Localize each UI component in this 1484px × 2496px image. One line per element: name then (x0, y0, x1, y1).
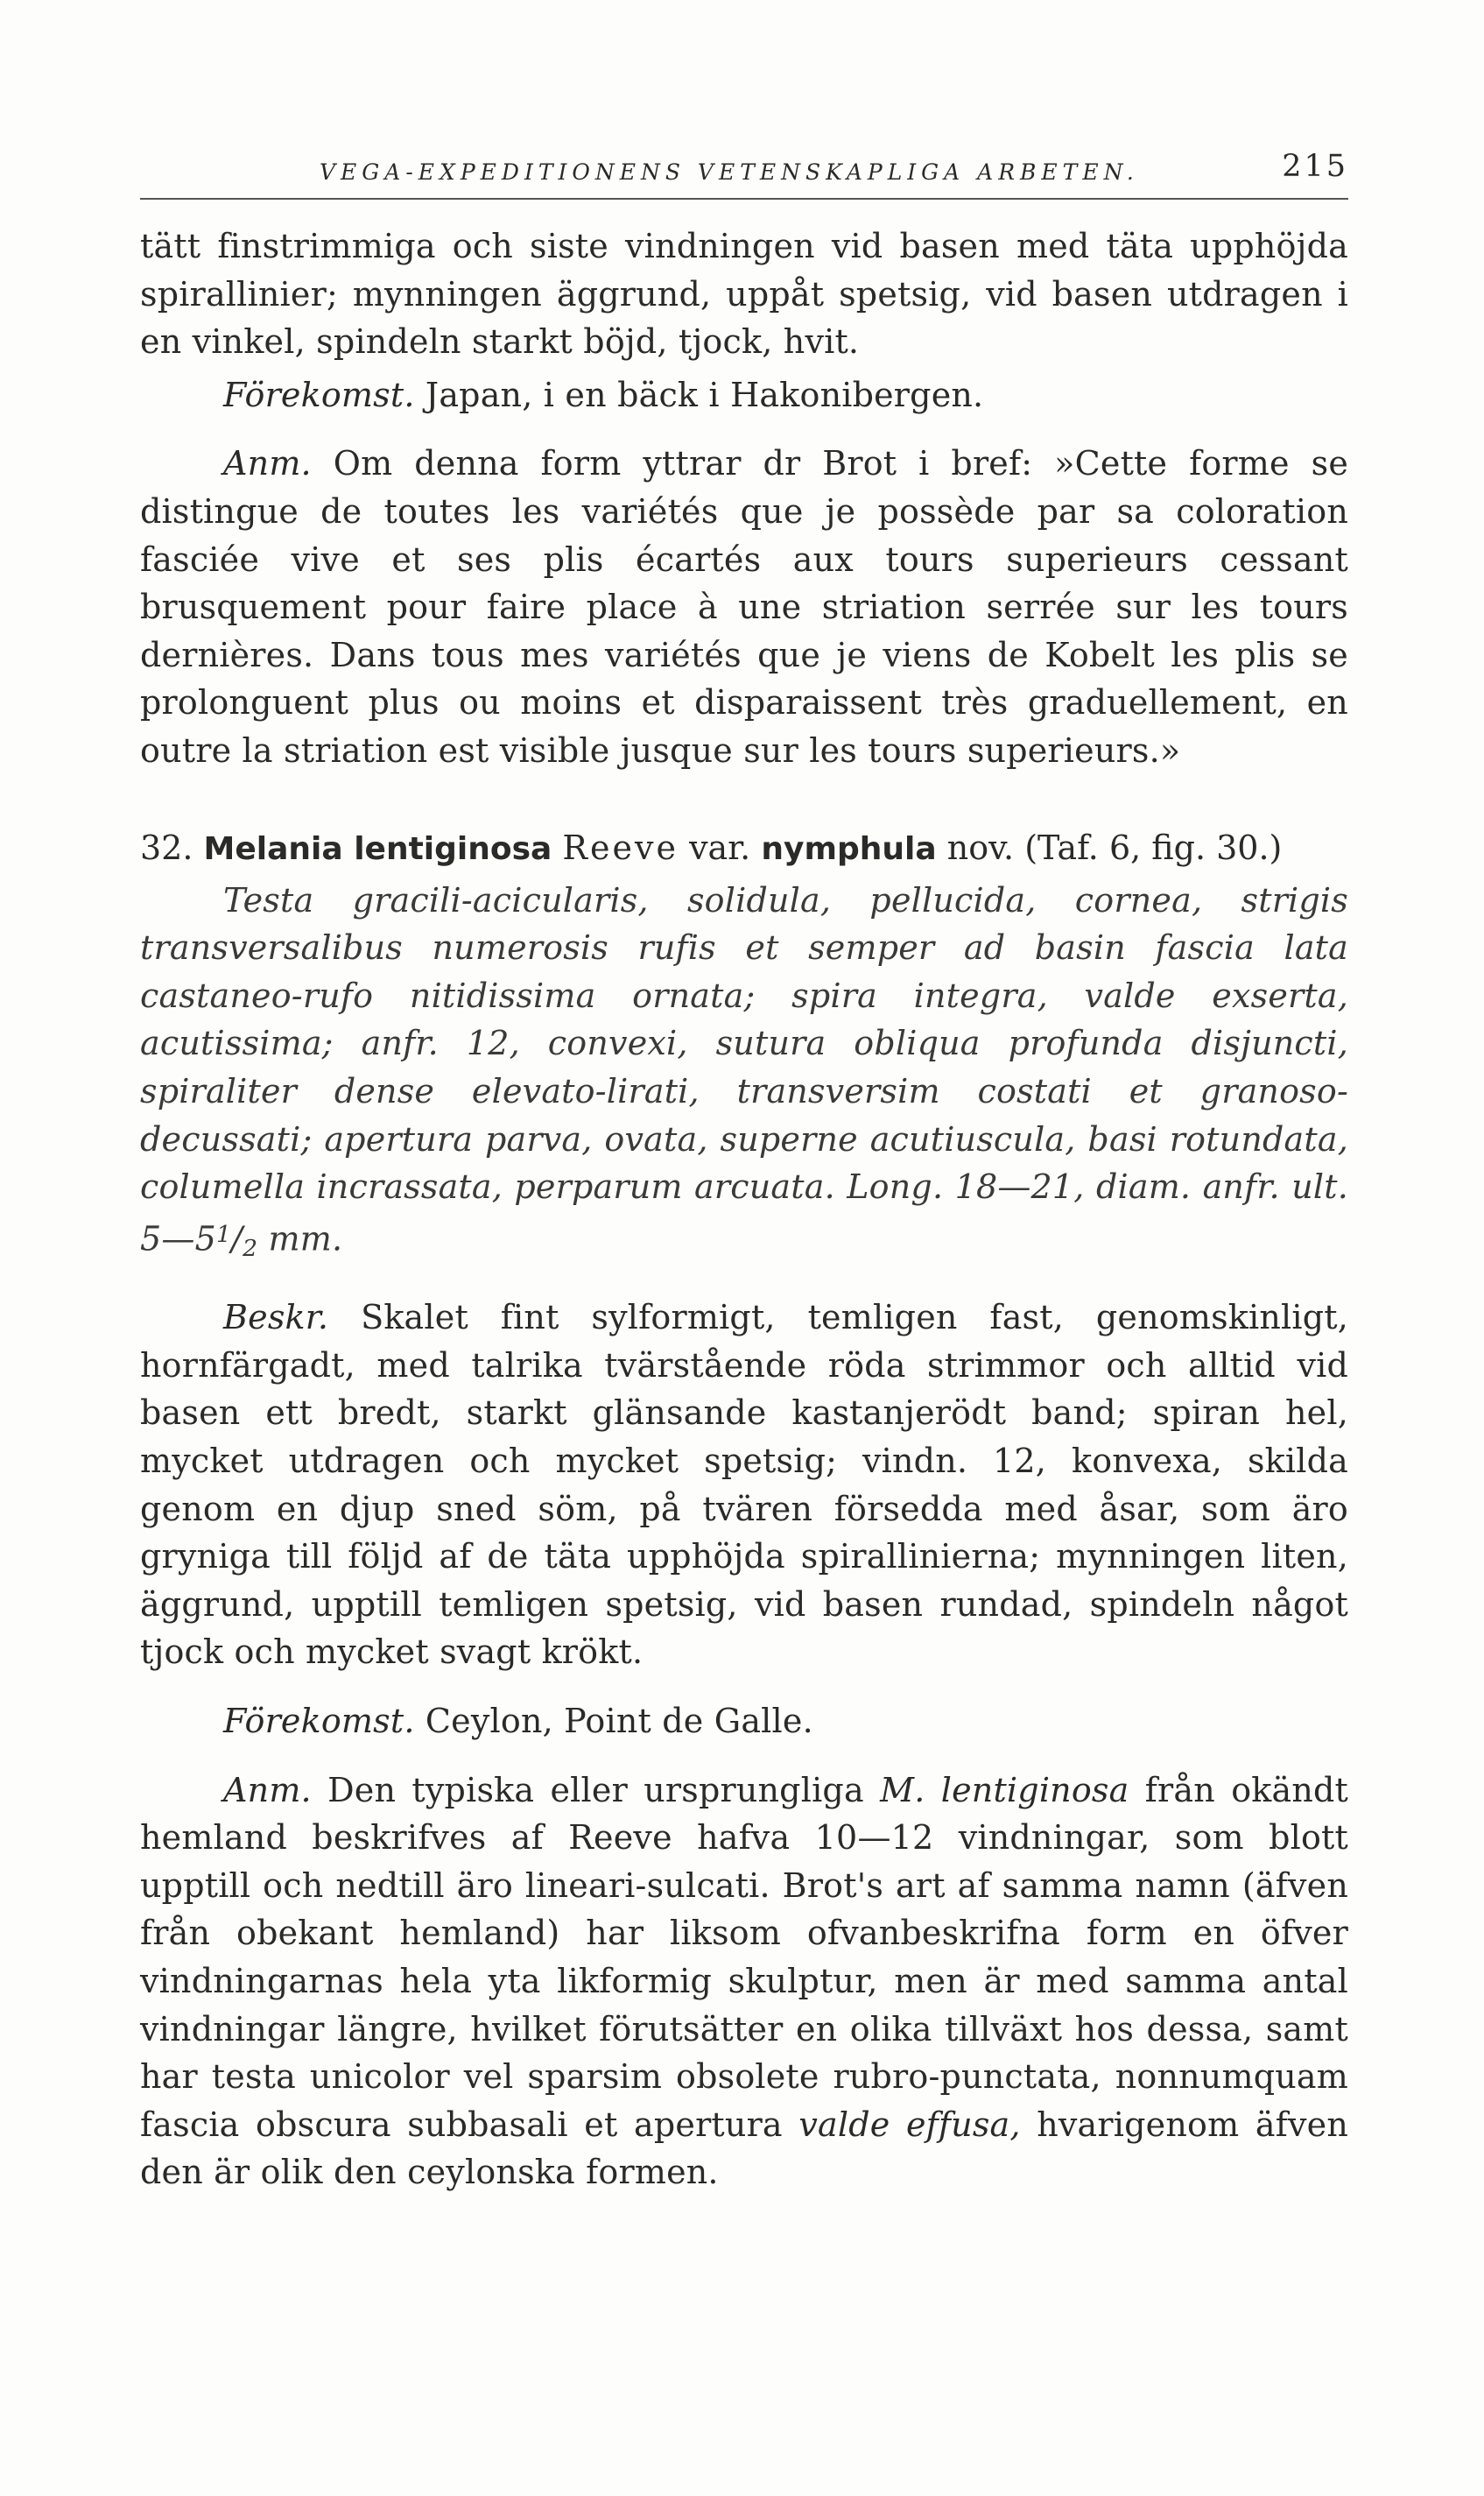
swedish-description (140, 1294, 1348, 1676)
remark-label: Anm. (223, 1770, 312, 1809)
species-heading (140, 824, 1348, 873)
fraction-separator: / (231, 1218, 243, 1258)
remark-text: Om denna form yttrar dr Brot i bref: »Cette forme se distingue de toutes les variétés que je possède par sa coloration fasciée vive et ses plis écartés aux tours superieurs cessant brusquement pour faire place à une striation serrée sur les tours dernières. Dans tous mes variétés que je viens de Kobelt les plis se prolonguent plus ou moins et disparaissent très graduellement, en outre la striation est visible jusque sur les tours superieurs.» (140, 444, 1349, 770)
occurrence-text: Ceylon, Point de Galle. (425, 1701, 813, 1740)
description-label: Beskr. (223, 1298, 329, 1337)
occurrence-label: Förekomst. (223, 375, 415, 414)
page-number: 215 (1282, 149, 1348, 184)
latin-phrase: valde effusa, (798, 2105, 1021, 2144)
latin-diagnosis-text: Testa gracili-acicularis, solidula, pellucida, cornea, strigis transversalibus numerosis rufis et semper ad basin fascia lata castaneo-rufo nitidissima ornata; spira integra, valde exserta, acutissima; anfr. 12, convexi, sutura obliqua profunda disjuncti, spiraliter dense elevato-lirati, transversim costati et granoso-decussati; apertura parva, ovata, superne acutiuscula, basi rotundata, columella incrassata, perparum arcuata. Long. 18—21, diam. anfr. ult. 5—5 (140, 880, 1348, 1258)
variety-name: nymphula (761, 830, 937, 867)
page (140, 149, 1348, 2202)
unit-label: mm. (257, 1218, 343, 1258)
species-number: 32. (140, 828, 193, 867)
fraction-numerator: 1 (215, 1220, 232, 1248)
remark-text-b: från okändt hemland beskrifves af Reeve hafva 10—12 vindningar, som blott upptill och nedtill äro lineari-sulcati. Brot's art af samma namn (äfven från obekant hemland) har liksom ofvanbeskrifna form en öfver vindningarnas hela yta likformig skulptur, men är med samma antal vindningar längre, hvilket förutsätter en olika tillväxt hos dessa, samt har testa unicolor vel sparsim obsolete rubro-punctata, nonnumquam fascia obscura subbasali et apertura (140, 1770, 1349, 2144)
species-reference: M. lentiginosa (880, 1770, 1129, 1809)
nova-label: nov. (946, 828, 1015, 867)
variety-label: var. (689, 828, 751, 867)
remark-reeve (140, 1766, 1348, 2196)
species-author: Reeve (562, 828, 679, 867)
species-name: Melania lentiginosa (203, 830, 552, 867)
running-head (140, 149, 1348, 200)
fraction-denominator: 2 (243, 1234, 258, 1262)
remark-brot (140, 440, 1348, 774)
occurrence-label: Förekomst. (223, 1701, 415, 1740)
remark-text-c: hvarigenom äfven den är olik den ceylonska formen. (140, 2105, 1348, 2192)
remark-text-a: Den typiska eller ursprungliga (327, 1770, 864, 1809)
running-title: VEGA-EXPEDITIONENS VETENSKAPLIGA ARBETEN. (320, 159, 1139, 185)
description-text: Skalet fint sylformigt, temligen fast, genomskinligt, hornfärgadt, med talrika tvärstående röda strimmor och alltid vid basen ett bredt, starkt glänsande kastanjerödt band; spiran hel, mycket utdragen och mycket spetsig; vindn. 12, konvexa, skilda genom en djup sned söm, på tvären försedda med åsar, som äro gryniga till följd af de täta upphöjda spirallinierna; mynningen liten, äggrund, upptill temligen spetsig, vid basen rundad, spindeln något tjock och mycket svagt krökt. (140, 1298, 1349, 1672)
occurrence-japan (140, 371, 1348, 420)
occurrence-text: Japan, i en bäck i Hakonibergen. (425, 375, 984, 414)
occurrence-ceylon (140, 1697, 1348, 1745)
latin-diagnosis (140, 877, 1348, 1273)
paragraph-continuation: tätt finstrimmiga och siste vindningen vid basen med täta upphöjda spirallinier; mynningen äggrund, uppåt spetsig, vid basen utdragen i en vinkel, spindeln starkt böjd, tjock, hvit. (140, 227, 1348, 362)
remark-label: Anm. (223, 444, 312, 483)
plate-reference: (Taf. 6, fig. 30.) (1024, 828, 1283, 867)
